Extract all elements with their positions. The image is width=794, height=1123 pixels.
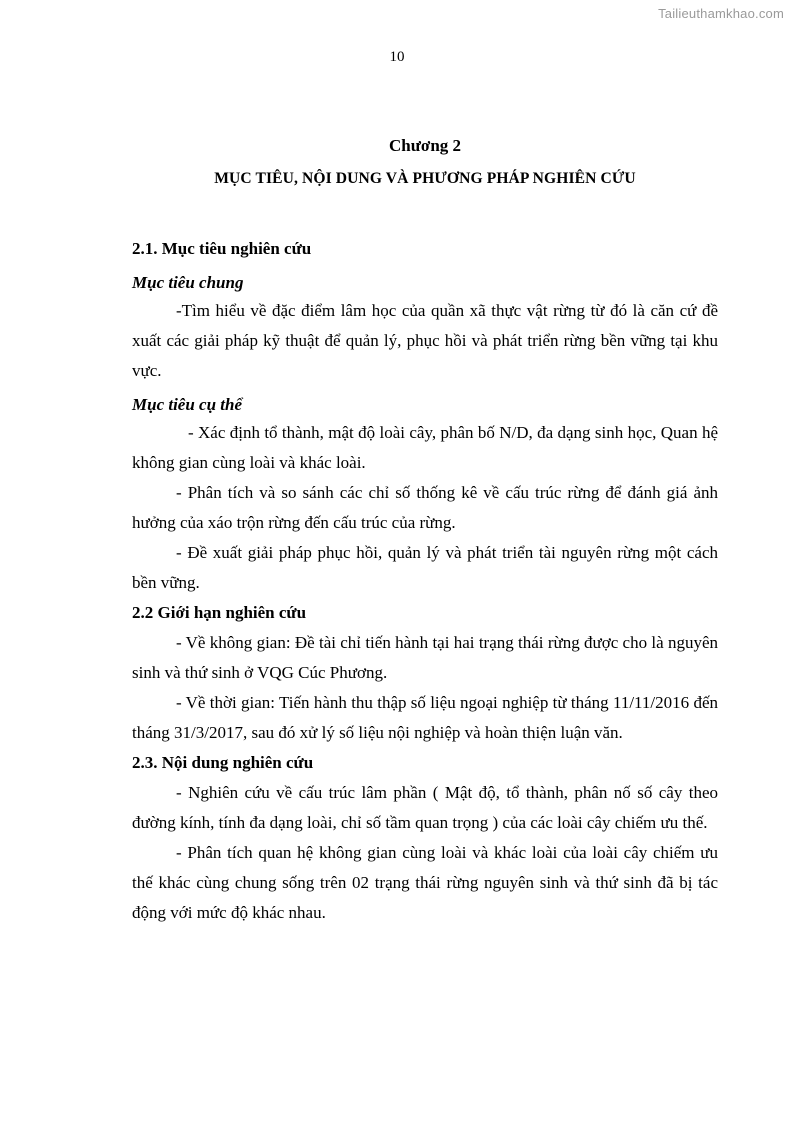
document-body (132, 131, 718, 928)
list-item-specific-objective: - Phân tích và so sánh các chỉ số thống kê về cấu trúc rừng để đánh giá ảnh hưởng của xáo trộn rừng đến cấu trúc của rừng. (132, 483, 718, 532)
list-item-scope: - Về thời gian: Tiến hành thu thập số liệu ngoại nghiệp từ tháng 11/11/2016 đến tháng 31/3/2017, sau đó xử lý số liệu nội nghiệp và hoàn thiện luận văn. (132, 693, 718, 742)
list-item-research-content: - Nghiên cứu về cấu trúc lâm phần ( Mật độ, tổ thành, phân nố số cây theo đường kính, tính đa dạng loài, chỉ số tầm quan trọng ) của các loài cây chiếm ưu thế. (132, 783, 718, 832)
watermark: Tailieuthamkhao.com (658, 6, 784, 21)
section-heading-2-2: 2.2 Giới hạn nghiên cứu (132, 603, 307, 622)
subheading-specific-objectives: Mục tiêu cụ thể (132, 395, 243, 414)
section-heading-2-3: 2.3. Nội dung nghiên cứu (132, 753, 314, 772)
paragraph-general-objective: -Tìm hiểu về đặc điểm lâm học của quần xã thực vật rừng từ đó là căn cứ đề xuất các giải pháp kỹ thuật để quản lý, phục hồi và phát triển rừng bền vững tại khu vực. (132, 301, 718, 380)
section-heading-2-1: 2.1. Mục tiêu nghiên cứu (132, 239, 312, 258)
chapter-title: MỤC TIÊU, NỘI DUNG VÀ PHƯƠNG PHÁP NGHIÊN CỨU (214, 170, 636, 187)
list-item-specific-objective: - Đề xuất giải pháp phục hồi, quản lý và phát triển tài nguyên rừng một cách bền vững. (132, 543, 718, 592)
page-number: 10 (389, 49, 405, 65)
list-item-specific-objective: - Xác định tổ thành, mật độ loài cây, phân bố N/D, đa dạng sinh học, Quan hệ không gian cùng loài và khác loài. (132, 423, 718, 472)
chapter-label: Chương 2 (388, 136, 462, 155)
list-item-research-content: - Phân tích quan hệ không gian cùng loài và khác loài của loài cây chiếm ưu thế khác cùng chung sống trên 02 trạng thái rừng nguyên sinh và thứ sinh đã bị tác động với mức độ khác nhau. (132, 843, 718, 922)
list-item-scope: - Về không gian: Đề tài chỉ tiến hành tại hai trạng thái rừng được cho là nguyên sinh và thứ sinh ở VQG Cúc Phương. (132, 633, 718, 682)
subheading-general-objective: Mục tiêu chung (132, 273, 244, 292)
